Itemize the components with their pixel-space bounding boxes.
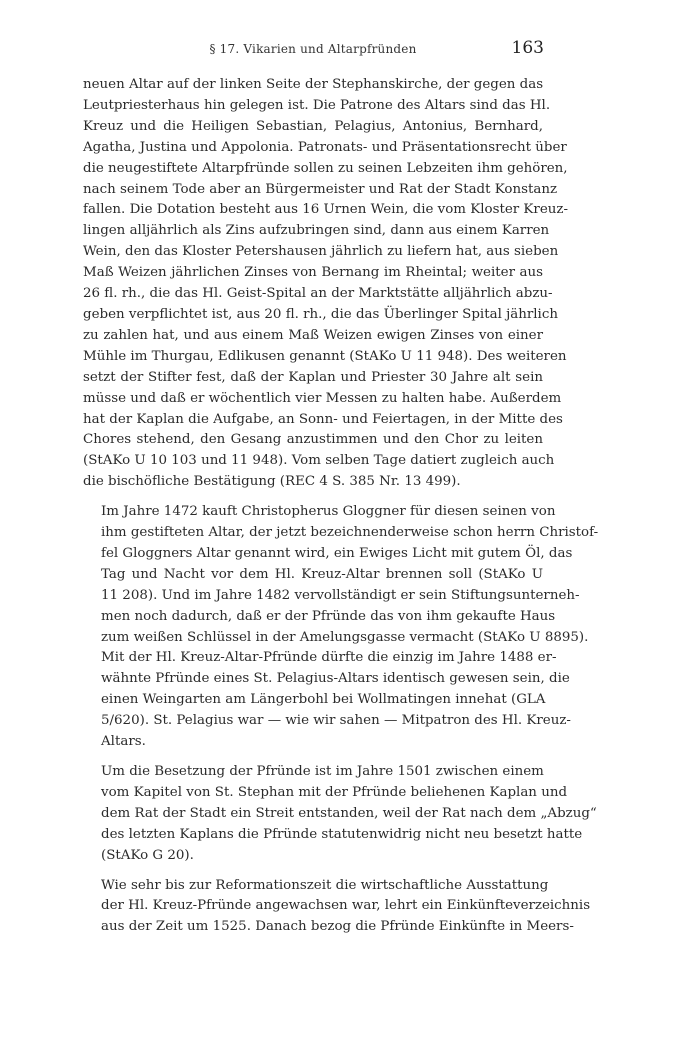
text-line: Tag und Nacht vor dem Hl. Kreuz-Altar brennen soll (StAKo U — [101, 566, 543, 582]
paragraph-1 — [83, 75, 568, 493]
text-line: zu zahlen hat, und aus einem Maß Weizen ewigen Zinses von einer — [83, 327, 543, 343]
text-line: ihm gestifteten Altar, der jetzt bezeichnenderweise schon herrn Christof- — [101, 525, 599, 541]
text-line: zum weißen Schlüssel in der Amelungsgasse vermacht (StAKo U 8895). — [101, 629, 589, 645]
text-line: 26 fl. rh., die das Hl. Geist-Spital an der Marktstätte alljährlich abzu- — [83, 286, 553, 302]
text-line: (StAKo G 20). — [101, 847, 194, 863]
text-line: wähnte Pfründe eines St. Pelagius-Altars identisch gewesen sein, die — [101, 671, 570, 687]
text-line: men noch dadurch, daß er der Pfründe das von ihm gekaufte Haus — [101, 608, 556, 624]
text-line: Mühle im Thurgau, Edlikusen genannt (StAKo U 11 948). Des weiteren — [83, 348, 567, 364]
paragraph-2 — [83, 502, 599, 753]
text-line: Um die Besetzung der Pfründe ist im Jahre 1501 zwischen einem — [101, 764, 544, 779]
text-line: Leutpriesterhaus hin gelegen ist. Die Patrone des Altars sind das Hl. — [83, 97, 551, 113]
text-line: des letzten Kaplans die Pfründe statutenwidrig nicht neu besetzt hatte — [101, 826, 583, 842]
text-line: Wie sehr bis zur Reformationszeit die wirtschaftliche Ausstattung — [101, 877, 549, 893]
text-line: (StAKo U 10 103 und 11 948). Vom selben Tage datiert zugleich auch — [83, 453, 555, 469]
text-line: hat der Kaplan die Aufgabe, an Sonn- und Feiertagen, in der Mitte des — [83, 411, 563, 427]
text-line: Chores stehend, den Gesang anzustimmen und den Chor zu leiten — [83, 432, 543, 448]
text-line: Mit der Hl. Kreuz-Altar-Pfründe dürfte die einzig im Jahre 1488 er- — [101, 650, 557, 666]
text-line: Kreuz und die Heiligen Sebastian, Pelagius, Antonius, Bernhard, — [83, 118, 543, 134]
running-head — [83, 30, 543, 64]
text-line: die neugestiftete Altarpfründe sollen zu seinen Lebzeiten ihm gehören, — [83, 160, 568, 176]
paragraph-4 — [83, 876, 591, 939]
paragraph-3 — [83, 762, 597, 867]
text-line: Altars. — [101, 734, 146, 750]
text-line: neuen Altar auf der linken Seite der Stephanskirche, der gegen das — [83, 77, 544, 92]
text-line: Agatha, Justina und Appolonia. Patronats- und Präsentationsrecht über — [83, 139, 567, 155]
text-line: geben verpflichtet ist, aus 20 fl. rh., die das Überlinger Spital jährlich — [83, 306, 558, 322]
text-line: die bischöfliche Bestätigung (REC 4 S. 385 Nr. 13 499). — [83, 474, 461, 490]
text-line: aus der Zeit um 1525. Danach bezog die Pfründe Einkünfte in Meers- — [101, 919, 574, 935]
text-line: müsse und daß er wöchentlich vier Messen zu halten habe. Außerdem — [83, 390, 562, 406]
text-line: fel Gloggners Altar genannt wird, ein Ewiges Licht mit gutem Öl, das — [101, 545, 573, 561]
running-title: § 17. Vikarien und Altarpfründen — [209, 42, 417, 56]
text-line: lingen alljährlich als Zins aufzubringen sind, dann aus einem Karren — [83, 223, 550, 239]
text-line: Im Jahre 1472 kauft Christopherus Gloggner für diesen seinen von — [101, 504, 556, 520]
text-line: 11 208). Und im Jahre 1482 vervollständigt er sein Stiftungsunterneh- — [101, 587, 580, 603]
text-line: fallen. Die Dotation besteht aus 16 Urnen Wein, die vom Kloster Kreuz- — [83, 202, 568, 218]
text-line: nach seinem Tode aber an Bürgermeister und Rat der Stadt Konstanz — [83, 181, 558, 197]
text-line: dem Rat der Stadt ein Streit entstanden, weil der Rat nach dem „Abzug“ — [101, 805, 597, 821]
text-line: der Hl. Kreuz-Pfründe angewachsen war, lehrt ein Einkünfteverzeichnis — [101, 898, 591, 914]
body-text — [83, 75, 599, 938]
text-line: einen Weingarten am Längerbohl bei Wollmatingen innehat (GLA — [101, 692, 546, 708]
text-line: vom Kapitel von St. Stephan mit der Pfründe beliehenen Kaplan und — [101, 784, 568, 800]
text-line: 5/620). St. Pelagius war — wie wir sahen — Mitpatron des Hl. Kreuz- — [101, 713, 571, 729]
text-line: setzt der Stifter fest, daß der Kaplan und Priester 30 Jahre alt sein — [83, 369, 543, 385]
text-line: Wein, den das Kloster Petershausen jährlich zu liefern hat, aus sieben — [83, 244, 559, 260]
page-number: 163 — [511, 38, 544, 58]
book-page — [83, 30, 599, 938]
text-line: Maß Weizen jährlichen Zinses von Bernang im Rheintal; weiter aus — [83, 265, 543, 281]
